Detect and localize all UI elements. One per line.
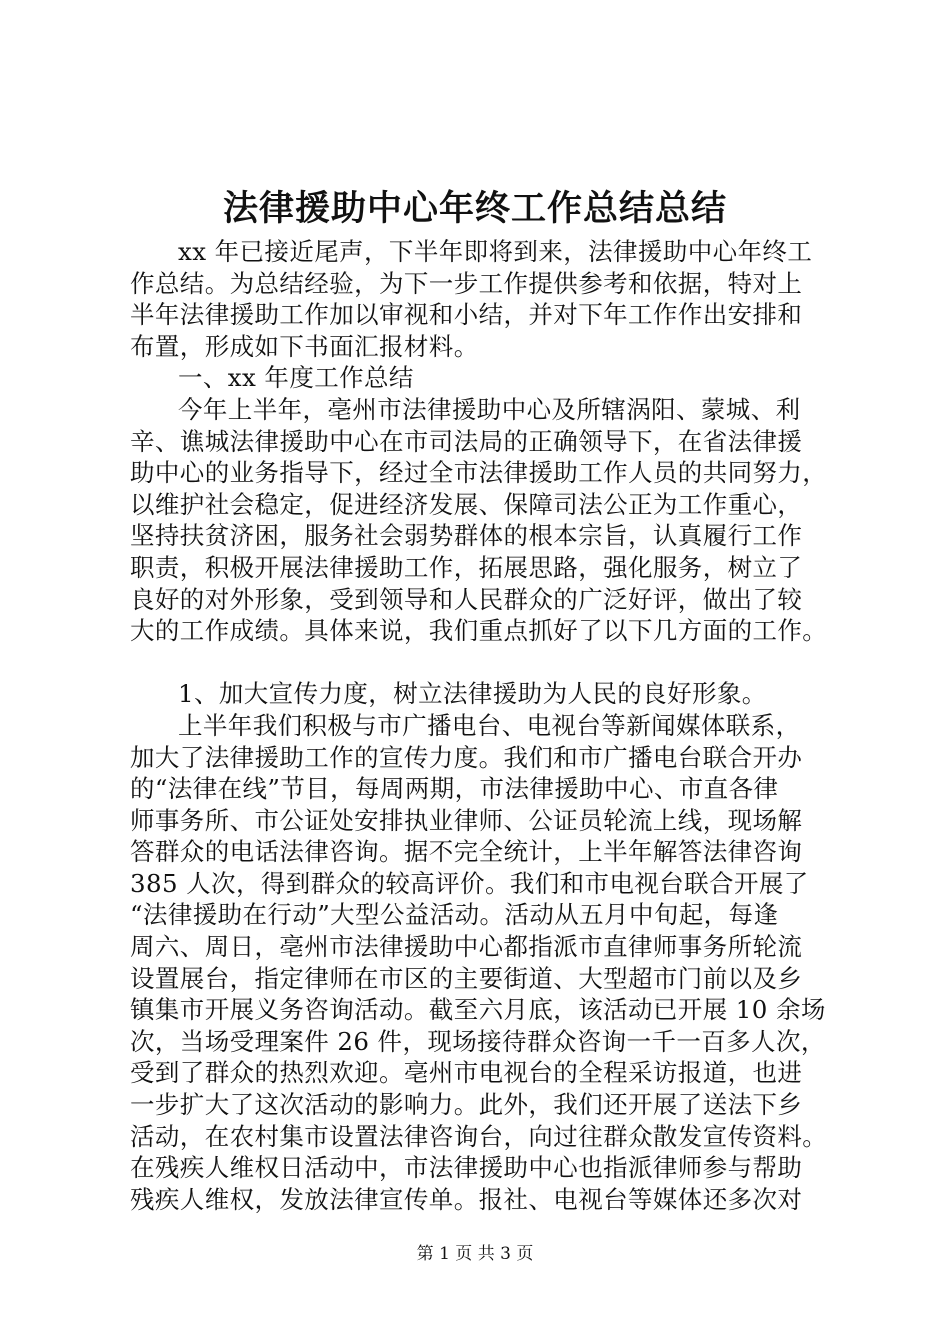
paragraph-line: 半年法律援助工作加以审视和小结，并对下年工作作出安排和 — [130, 300, 803, 330]
subsection-heading: 1、加大宣传力度，树立法律援助为人民的良好形象。 — [178, 679, 767, 709]
paragraph-line: 以维护社会稳定，促进经济发展、保障司法公正为工作重心， — [130, 489, 803, 519]
paragraph-line: 次，当场受理案件 26 件，现场接待群众咨询一千一百多人次， — [130, 1026, 826, 1056]
paragraph-line: 在残疾人维权日活动中，市法律援助中心也指派律师参与帮助 — [130, 1153, 803, 1183]
paragraph-line: 活动，在农村集市设置法律咨询台，向过往群众散发宣传资料。 — [130, 1121, 828, 1151]
paragraph-line: 镇集市开展义务咨询活动。截至六月底，该活动已开展 10 余场 — [130, 995, 826, 1025]
section-heading: 一、xx 年度工作总结 — [178, 363, 414, 393]
blank-line — [130, 647, 850, 679]
paragraph-line: 布置，形成如下书面汇报材料。 — [130, 331, 479, 361]
paragraph-line: 设置展台，指定律师在市区的主要街道、大型超市门前以及乡 — [130, 963, 803, 993]
document-body — [130, 236, 850, 1215]
paragraph-line: 今年上半年，亳州市法律援助中心及所辖涡阳、蒙城、利 — [178, 394, 801, 424]
paragraph-line: 师事务所、市公证处安排执业律师、公证员轮流上线，现场解 — [130, 805, 803, 835]
paragraph-line: xx 年已接近尾声，下半年即将到来，法律援助中心年终工 — [178, 237, 813, 266]
paragraph-line: 作总结。为总结经验，为下一步工作提供参考和依据，特对上 — [130, 268, 803, 298]
paragraph-line: 残疾人维权，发放法律宣传单。报社、电视台等媒体还多次对 — [130, 1184, 803, 1214]
paragraph-line: 大的工作成绩。具体来说，我们重点抓好了以下几方面的工作。 — [130, 616, 828, 646]
paragraph-line: 的“法律在线”节目，每周两期，市法律援助中心、市直各律 — [130, 774, 779, 804]
paragraph-line: 答群众的电话法律咨询。据不完全统计，上半年解答法律咨询 — [130, 837, 803, 867]
paragraph-line: 周六、周日，亳州市法律援助中心都指派市直律师事务所轮流 — [130, 932, 803, 962]
paragraph-line: 良好的对外形象，受到领导和人民群众的广泛好评，做出了较 — [130, 584, 803, 614]
paragraph-line: 385 人次，得到群众的较高评价。我们和市电视台联合开展了 — [130, 868, 809, 898]
document-title: 法律援助中心年终工作总结总结 — [222, 188, 727, 229]
paragraph-line: 一步扩大了这次活动的影响力。此外，我们还开展了送法下乡 — [130, 1090, 803, 1120]
paragraph-line: 受到了群众的热烈欢迎。亳州市电视台的全程采访报道，也进 — [130, 1058, 803, 1088]
paragraph-line: 职责，积极开展法律援助工作，拓展思路，强化服务，树立了 — [130, 552, 803, 582]
paragraph-line: “法律援助在行动”大型公益活动。活动从五月中旬起，每逢 — [130, 900, 779, 930]
paragraph-line: 上半年我们积极与市广播电台、电视台等新闻媒体联系， — [178, 710, 801, 740]
paragraph-line: 坚持扶贫济困，服务社会弱势群体的根本宗旨，认真履行工作 — [130, 521, 803, 551]
page-number-footer: 第 1 页 共 3 页 — [416, 1244, 534, 1264]
paragraph-line: 助中心的业务指导下，经过全市法律援助工作人员的共同努力， — [130, 458, 828, 488]
paragraph-line: 加大了法律援助工作的宣传力度。我们和市广播电台联合开办 — [130, 742, 803, 772]
paragraph-line: 辛、谯城法律援助中心在市司法局的正确领导下，在省法律援 — [130, 426, 803, 456]
